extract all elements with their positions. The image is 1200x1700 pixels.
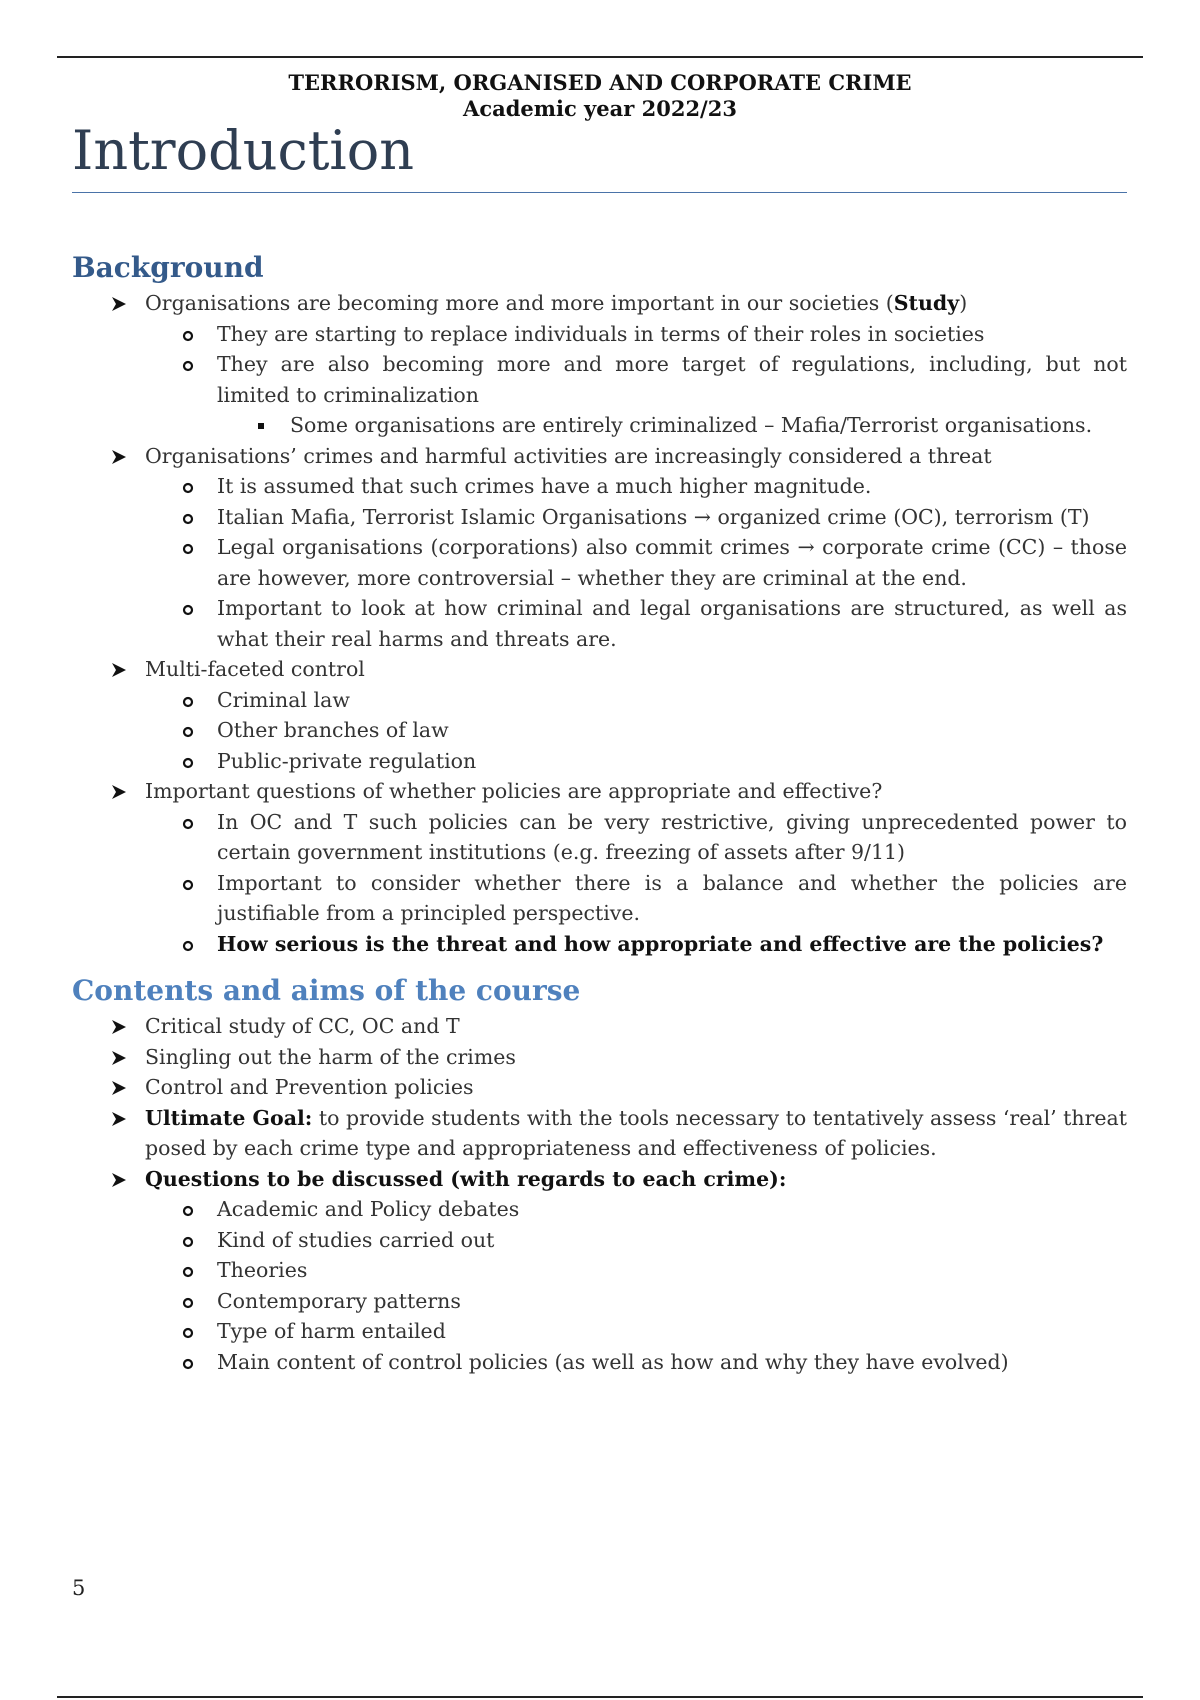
course-title: TERRORISM, ORGANISED AND CORPORATE CRIME <box>288 70 912 95</box>
list-item: Questions to be discussed (with regards to each crime): Academic and Policy debates Kind of studies carried out Theories Contemporary patterns Type of harm entailed Main content of control policies (as well as how and why they have evolved) <box>72 1164 1127 1378</box>
list-item: Important to consider whether there is a balance and whether the policies are justifiable from a principled perspective. <box>144 868 1127 929</box>
arrow-bullet-icon <box>109 1042 133 1072</box>
circle-bullet-icon <box>182 1225 206 1255</box>
circle-bullet-icon <box>182 502 206 532</box>
list-item: Ultimate Goal: to provide students with the tools necessary to tentatively assess ‘real’ threat posed by each crime type and appropriateness and effectiveness of policies. <box>72 1103 1127 1164</box>
list-item: Contemporary patterns <box>144 1286 1127 1317</box>
list-item: Theories <box>144 1255 1127 1286</box>
circle-bullet-icon <box>182 685 206 715</box>
academic-year: Academic year 2022/23 <box>463 96 737 121</box>
list-item: How serious is the threat and how appropriate and effective are the policies? <box>144 929 1127 960</box>
list-item: It is assumed that such crimes have a much higher magnitude. <box>144 471 1127 502</box>
list-item: Academic and Policy debates <box>144 1194 1127 1225</box>
arrow-bullet-icon <box>109 1164 133 1194</box>
list-item: In OC and T such policies can be very restrictive, giving unprecedented power to certain government institutions (e.g. freezing of assets after 9/11) <box>144 807 1127 868</box>
circle-bullet-icon <box>182 471 206 501</box>
arrow-bullet-icon <box>109 288 133 318</box>
list-item: Other branches of law <box>144 715 1127 746</box>
circle-bullet-icon <box>182 319 206 349</box>
list-item: Public-private regulation <box>144 746 1127 777</box>
bottom-rule <box>57 1696 1143 1698</box>
arrow-bullet-icon <box>109 441 133 471</box>
list-item: Criminal law <box>144 685 1127 716</box>
arrow-bullet-icon <box>109 654 133 684</box>
list-item: Important questions of whether policies are appropriate and effective? In OC and T such policies can be very restrictive, giving unprecedented power to certain government institutions (e.g. freezing of assets after 9/11) Important to consider whether there is a balance and whether the policies are justifiable from a principled perspective. How serious is the threat and how appropriate and effective are the policies? <box>72 776 1127 959</box>
arrow-bullet-icon <box>109 1011 133 1041</box>
contents-heading: Contents and aims of the course <box>72 974 581 1007</box>
page-title: Introduction <box>72 119 414 182</box>
top-rule <box>57 56 1143 58</box>
contents-list <box>72 1011 1127 1377</box>
list-item: Type of harm entailed <box>144 1316 1127 1347</box>
list-item: Main content of control policies (as well as how and why they have evolved) <box>144 1347 1127 1378</box>
circle-bullet-icon <box>182 1316 206 1346</box>
circle-bullet-icon <box>182 807 206 837</box>
background-list <box>72 288 1127 959</box>
circle-bullet-icon <box>182 1347 206 1377</box>
circle-bullet-icon <box>182 593 206 623</box>
arrow-bullet-icon <box>109 776 133 806</box>
page-number: 5 <box>72 1576 86 1600</box>
circle-bullet-icon <box>182 1255 206 1285</box>
circle-bullet-icon <box>182 715 206 745</box>
list-item: Italian Mafia, Terrorist Islamic Organisations → organized crime (OC), terrorism (T) <box>144 502 1127 533</box>
list-item: Control and Prevention policies <box>72 1072 1127 1103</box>
circle-bullet-icon <box>182 349 206 379</box>
arrow-bullet-icon <box>109 1103 133 1133</box>
page-header <box>57 70 1143 122</box>
circle-bullet-icon <box>182 532 206 562</box>
arrow-bullet-icon <box>109 1072 133 1102</box>
square-bullet-icon <box>255 410 279 440</box>
list-item: Important to look at how criminal and legal organisations are structured, as well as what their real harms and threats are. <box>144 593 1127 654</box>
list-item: Organisations are becoming more and more important in our societies (Study) They are starting to replace individuals in terms of their roles in societies They are also becoming more and more target of regulations, including, but not limited to criminalization Some organisations are entirely criminalized – Mafia/Terrorist organisations. <box>72 288 1127 441</box>
list-item: Kind of studies carried out <box>144 1225 1127 1256</box>
background-heading: Background <box>72 251 264 284</box>
list-item: Legal organisations (corporations) also commit crimes → corporate crime (CC) – those are however, more controversial – whether they are criminal at the end. <box>144 532 1127 593</box>
circle-bullet-icon <box>182 868 206 898</box>
list-item: They are also becoming more and more target of regulations, including, but not limited to criminalization Some organisations are entirely criminalized – Mafia/Terrorist organisations. <box>144 349 1127 441</box>
list-item: Multi-faceted control Criminal law Other branches of law Public-private regulation <box>72 654 1127 776</box>
list-item: Organisations’ crimes and harmful activities are increasingly considered a threat It is assumed that such crimes have a much higher magnitude. Italian Mafia, Terrorist Islamic Organisations → organized crime (OC), terrorism (T) Legal organisations (corporations) also commit crimes → corporate crime (CC) – those are however, more controversial – whether they are criminal at the end. Important to look at how criminal and legal organisations are structured, as well as what their real harms and threats are. <box>72 441 1127 655</box>
circle-bullet-icon <box>182 1194 206 1224</box>
title-underline <box>72 192 1127 193</box>
list-item: Critical study of CC, OC and T <box>72 1011 1127 1042</box>
circle-bullet-icon <box>182 1286 206 1316</box>
document-body <box>72 248 1127 1377</box>
list-item: Some organisations are entirely criminalized – Mafia/Terrorist organisations. <box>217 410 1127 441</box>
list-item: Singling out the harm of the crimes <box>72 1042 1127 1073</box>
circle-bullet-icon <box>182 746 206 776</box>
list-item: They are starting to replace individuals in terms of their roles in societies <box>144 319 1127 350</box>
circle-bullet-icon <box>182 929 206 959</box>
